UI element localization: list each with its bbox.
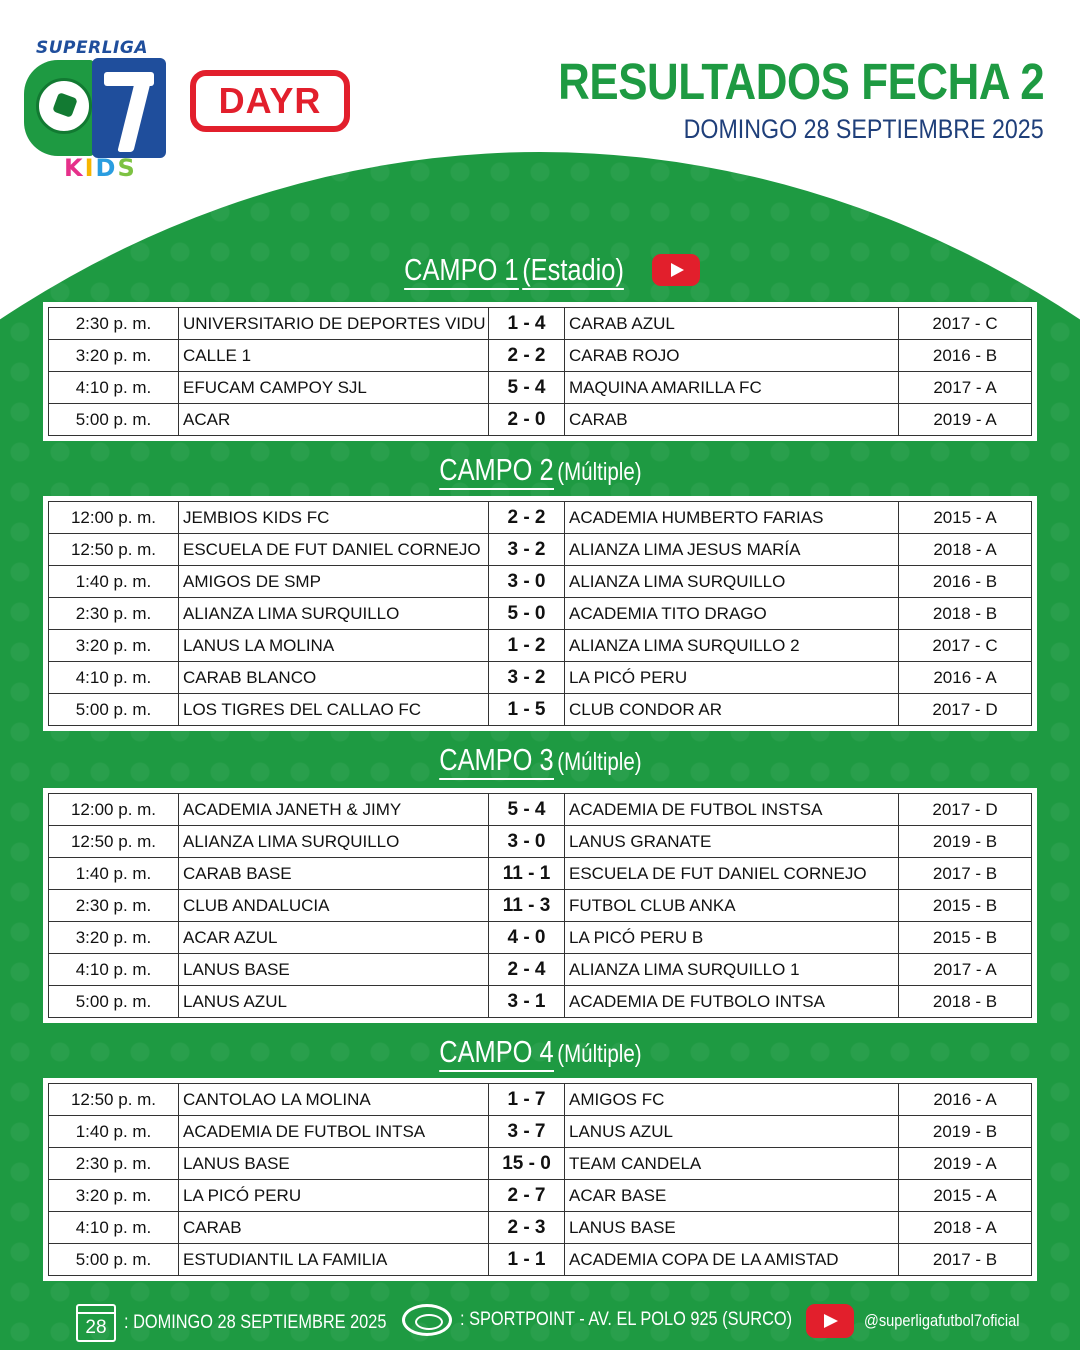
field-1-subtitle: (Estadio) <box>522 252 624 290</box>
match-category: 2019 - B <box>899 826 1032 858</box>
match-category: 2017 - A <box>899 954 1032 986</box>
away-team: AMIGOS FC <box>565 1084 899 1116</box>
home-team: CARAB <box>179 1212 489 1244</box>
match-time: 5:00 p. m. <box>49 694 179 726</box>
match-category: 2016 - B <box>899 340 1032 372</box>
away-team: ALIANZA LIMA SURQUILLO 1 <box>565 954 899 986</box>
away-team: ACADEMIA DE FUTBOL INSTSA <box>565 794 899 826</box>
logo-seven-shape <box>92 58 166 158</box>
match-score: 1 - 4 <box>489 308 565 340</box>
match-row <box>49 630 1032 662</box>
match-score: 11 - 1 <box>489 858 565 890</box>
match-time: 1:40 p. m. <box>49 858 179 890</box>
match-time: 4:10 p. m. <box>49 372 179 404</box>
match-row <box>49 404 1032 436</box>
field-2-title: CAMPO 2 <box>439 452 553 490</box>
match-row <box>49 826 1032 858</box>
match-score: 3 - 1 <box>489 986 565 1018</box>
away-team: ACADEMIA TITO DRAGO <box>565 598 899 630</box>
match-row <box>49 372 1032 404</box>
match-score: 3 - 2 <box>489 662 565 694</box>
match-score: 2 - 3 <box>489 1212 565 1244</box>
match-time: 12:50 p. m. <box>49 1084 179 1116</box>
match-category: 2015 - A <box>899 1180 1032 1212</box>
match-row <box>49 1212 1032 1244</box>
away-team: LANUS BASE <box>565 1212 899 1244</box>
match-category: 2015 - A <box>899 502 1032 534</box>
home-team: ACADEMIA DE FUTBOL INTSA <box>179 1116 489 1148</box>
match-time: 2:30 p. m. <box>49 308 179 340</box>
away-team: ESCUELA DE FUT DANIEL CORNEJO <box>565 858 899 890</box>
field-2-heading <box>0 452 1080 488</box>
match-row <box>49 694 1032 726</box>
youtube-icon[interactable] <box>806 1304 854 1338</box>
logo-superliga-text: SUPERLIGA <box>36 38 148 58</box>
footer-date <box>76 1304 429 1342</box>
field-3-subtitle: (Múltiple) <box>556 748 642 776</box>
match-row <box>49 534 1032 566</box>
home-team: CARAB BLANCO <box>179 662 489 694</box>
match-row <box>49 794 1032 826</box>
match-time: 2:30 p. m. <box>49 890 179 922</box>
away-team: ALIANZA LIMA JESUS MARÍA <box>565 534 899 566</box>
away-team: CARAB <box>565 404 899 436</box>
match-row <box>49 566 1032 598</box>
match-category: 2018 - B <box>899 598 1032 630</box>
away-team: ACADEMIA DE FUTBOLO INTSA <box>565 986 899 1018</box>
field-4-table <box>43 1078 1037 1281</box>
match-row <box>49 340 1032 372</box>
page-title: RESULTADOS FECHA 2 <box>557 53 1044 110</box>
match-score: 2 - 2 <box>489 340 565 372</box>
match-score: 1 - 7 <box>489 1084 565 1116</box>
match-category: 2017 - B <box>899 1244 1032 1276</box>
away-team: LANUS AZUL <box>565 1116 899 1148</box>
away-team: MAQUINA AMARILLA FC <box>565 372 899 404</box>
home-team: ACADEMIA JANETH & JIMY <box>179 794 489 826</box>
field-1-title: CAMPO 1 <box>404 252 518 290</box>
match-row <box>49 598 1032 630</box>
match-category: 2015 - B <box>899 890 1032 922</box>
match-row <box>49 1148 1032 1180</box>
field-2-table <box>43 496 1037 731</box>
home-team: CANTOLAO LA MOLINA <box>179 1084 489 1116</box>
away-team: LA PICÓ PERU B <box>565 922 899 954</box>
field-4-title: CAMPO 4 <box>439 1034 553 1072</box>
stadium-icon <box>402 1304 452 1336</box>
match-time: 5:00 p. m. <box>49 1244 179 1276</box>
match-category: 2018 - A <box>899 1212 1032 1244</box>
match-time: 1:40 p. m. <box>49 1116 179 1148</box>
home-team: LOS TIGRES DEL CALLAO FC <box>179 694 489 726</box>
match-category: 2016 - A <box>899 662 1032 694</box>
match-row <box>49 858 1032 890</box>
sponsor-logo-text: DAYR <box>218 80 322 121</box>
match-category: 2016 - A <box>899 1084 1032 1116</box>
home-team: LA PICÓ PERU <box>179 1180 489 1212</box>
match-score: 4 - 0 <box>489 922 565 954</box>
match-score: 15 - 0 <box>489 1148 565 1180</box>
away-team: TEAM CANDELA <box>565 1148 899 1180</box>
away-team: ACAR BASE <box>565 1180 899 1212</box>
home-team: AMIGOS DE SMP <box>179 566 489 598</box>
match-time: 12:00 p. m. <box>49 502 179 534</box>
logo-ball-shape <box>24 60 94 156</box>
match-time: 3:20 p. m. <box>49 340 179 372</box>
away-team: ALIANZA LIMA SURQUILLO <box>565 566 899 598</box>
match-time: 1:40 p. m. <box>49 566 179 598</box>
away-team: ACADEMIA HUMBERTO FARIAS <box>565 502 899 534</box>
field-3-title: CAMPO 3 <box>439 742 553 780</box>
match-time: 5:00 p. m. <box>49 986 179 1018</box>
match-score: 3 - 7 <box>489 1116 565 1148</box>
match-score: 5 - 4 <box>489 372 565 404</box>
home-team: CALLE 1 <box>179 340 489 372</box>
calendar-icon <box>76 1304 116 1342</box>
youtube-handle[interactable]: @superligafutbol7oficial <box>864 1311 1020 1330</box>
match-score: 2 - 4 <box>489 954 565 986</box>
footer-venue-text: : SPORTPOINT - AV. EL POLO 925 (SURCO) <box>460 1309 793 1330</box>
away-team: LA PICÓ PERU <box>565 662 899 694</box>
match-score: 3 - 0 <box>489 826 565 858</box>
away-team: CARAB ROJO <box>565 340 899 372</box>
match-category: 2019 - A <box>899 404 1032 436</box>
match-row <box>49 308 1032 340</box>
match-row <box>49 662 1032 694</box>
home-team: LANUS BASE <box>179 1148 489 1180</box>
match-row <box>49 1116 1032 1148</box>
away-team: FUTBOL CLUB ANKA <box>565 890 899 922</box>
match-time: 4:10 p. m. <box>49 662 179 694</box>
match-category: 2019 - B <box>899 1116 1032 1148</box>
sponsor-logo <box>190 70 350 132</box>
match-category: 2017 - D <box>899 794 1032 826</box>
away-team: CLUB CONDOR AR <box>565 694 899 726</box>
footer-venue <box>402 1304 846 1336</box>
match-time: 4:10 p. m. <box>49 1212 179 1244</box>
match-row <box>49 502 1032 534</box>
match-category: 2016 - B <box>899 566 1032 598</box>
field-4-subtitle: (Múltiple) <box>556 1040 642 1068</box>
home-team: CARAB BASE <box>179 858 489 890</box>
home-team: ALIANZA LIMA SURQUILLO <box>179 598 489 630</box>
match-row <box>49 922 1032 954</box>
match-row <box>49 1084 1032 1116</box>
home-team: JEMBIOS KIDS FC <box>179 502 489 534</box>
field-2-subtitle: (Múltiple) <box>556 458 642 486</box>
footer-youtube[interactable] <box>806 1304 1045 1338</box>
match-score: 1 - 1 <box>489 1244 565 1276</box>
away-team: ALIANZA LIMA SURQUILLO 2 <box>565 630 899 662</box>
home-team: ACAR <box>179 404 489 436</box>
match-row <box>49 1244 1032 1276</box>
match-category: 2019 - A <box>899 1148 1032 1180</box>
match-category: 2018 - A <box>899 534 1032 566</box>
logo-kids-text: KIDS <box>64 154 137 182</box>
match-score: 5 - 0 <box>489 598 565 630</box>
home-team: ESCUELA DE FUT DANIEL CORNEJO <box>179 534 489 566</box>
match-score: 3 - 2 <box>489 534 565 566</box>
match-score: 2 - 7 <box>489 1180 565 1212</box>
match-time: 3:20 p. m. <box>49 922 179 954</box>
match-category: 2017 - C <box>899 630 1032 662</box>
match-time: 3:20 p. m. <box>49 630 179 662</box>
home-team: EFUCAM CAMPOY SJL <box>179 372 489 404</box>
calendar-day: 28 <box>85 1317 107 1338</box>
footer <box>0 1290 1080 1350</box>
superliga-kids-logo <box>20 36 170 186</box>
field-1-heading <box>0 252 1080 288</box>
field-1-table <box>43 302 1037 441</box>
match-score: 3 - 0 <box>489 566 565 598</box>
match-category: 2017 - D <box>899 694 1032 726</box>
match-score: 2 - 2 <box>489 502 565 534</box>
match-category: 2017 - B <box>899 858 1032 890</box>
match-category: 2017 - A <box>899 372 1032 404</box>
match-time: 12:50 p. m. <box>49 826 179 858</box>
match-time: 3:20 p. m. <box>49 1180 179 1212</box>
home-team: LANUS BASE <box>179 954 489 986</box>
match-row <box>49 954 1032 986</box>
home-team: ESTUDIANTIL LA FAMILIA <box>179 1244 489 1276</box>
home-team: UNIVERSITARIO DE DEPORTES VIDU <box>179 308 489 340</box>
home-team: CLUB ANDALUCIA <box>179 890 489 922</box>
away-team: CARAB AZUL <box>565 308 899 340</box>
away-team: ACADEMIA COPA DE LA AMISTAD <box>565 1244 899 1276</box>
field-3-heading <box>0 742 1080 778</box>
match-row <box>49 986 1032 1018</box>
home-team: ALIANZA LIMA SURQUILLO <box>179 826 489 858</box>
match-category: 2015 - B <box>899 922 1032 954</box>
youtube-icon[interactable] <box>652 254 700 286</box>
match-score: 5 - 4 <box>489 794 565 826</box>
match-score: 2 - 0 <box>489 404 565 436</box>
match-time: 4:10 p. m. <box>49 954 179 986</box>
home-team: LANUS LA MOLINA <box>179 630 489 662</box>
match-time: 12:50 p. m. <box>49 534 179 566</box>
match-category: 2018 - B <box>899 986 1032 1018</box>
match-time: 2:30 p. m. <box>49 598 179 630</box>
match-score: 1 - 2 <box>489 630 565 662</box>
page-subtitle: DOMINGO 28 SEPTIEMBRE 2025 <box>683 114 1044 144</box>
home-team: ACAR AZUL <box>179 922 489 954</box>
match-category: 2017 - C <box>899 308 1032 340</box>
match-row <box>49 890 1032 922</box>
match-time: 5:00 p. m. <box>49 404 179 436</box>
field-3-table <box>43 788 1037 1023</box>
home-team: LANUS AZUL <box>179 986 489 1018</box>
footer-date-text: : DOMINGO 28 SEPTIEMBRE 2025 <box>124 1312 387 1333</box>
away-team: LANUS GRANATE <box>565 826 899 858</box>
match-score: 11 - 3 <box>489 890 565 922</box>
match-time: 12:00 p. m. <box>49 794 179 826</box>
match-row <box>49 1180 1032 1212</box>
field-4-heading <box>0 1034 1080 1070</box>
match-time: 2:30 p. m. <box>49 1148 179 1180</box>
match-score: 1 - 5 <box>489 694 565 726</box>
